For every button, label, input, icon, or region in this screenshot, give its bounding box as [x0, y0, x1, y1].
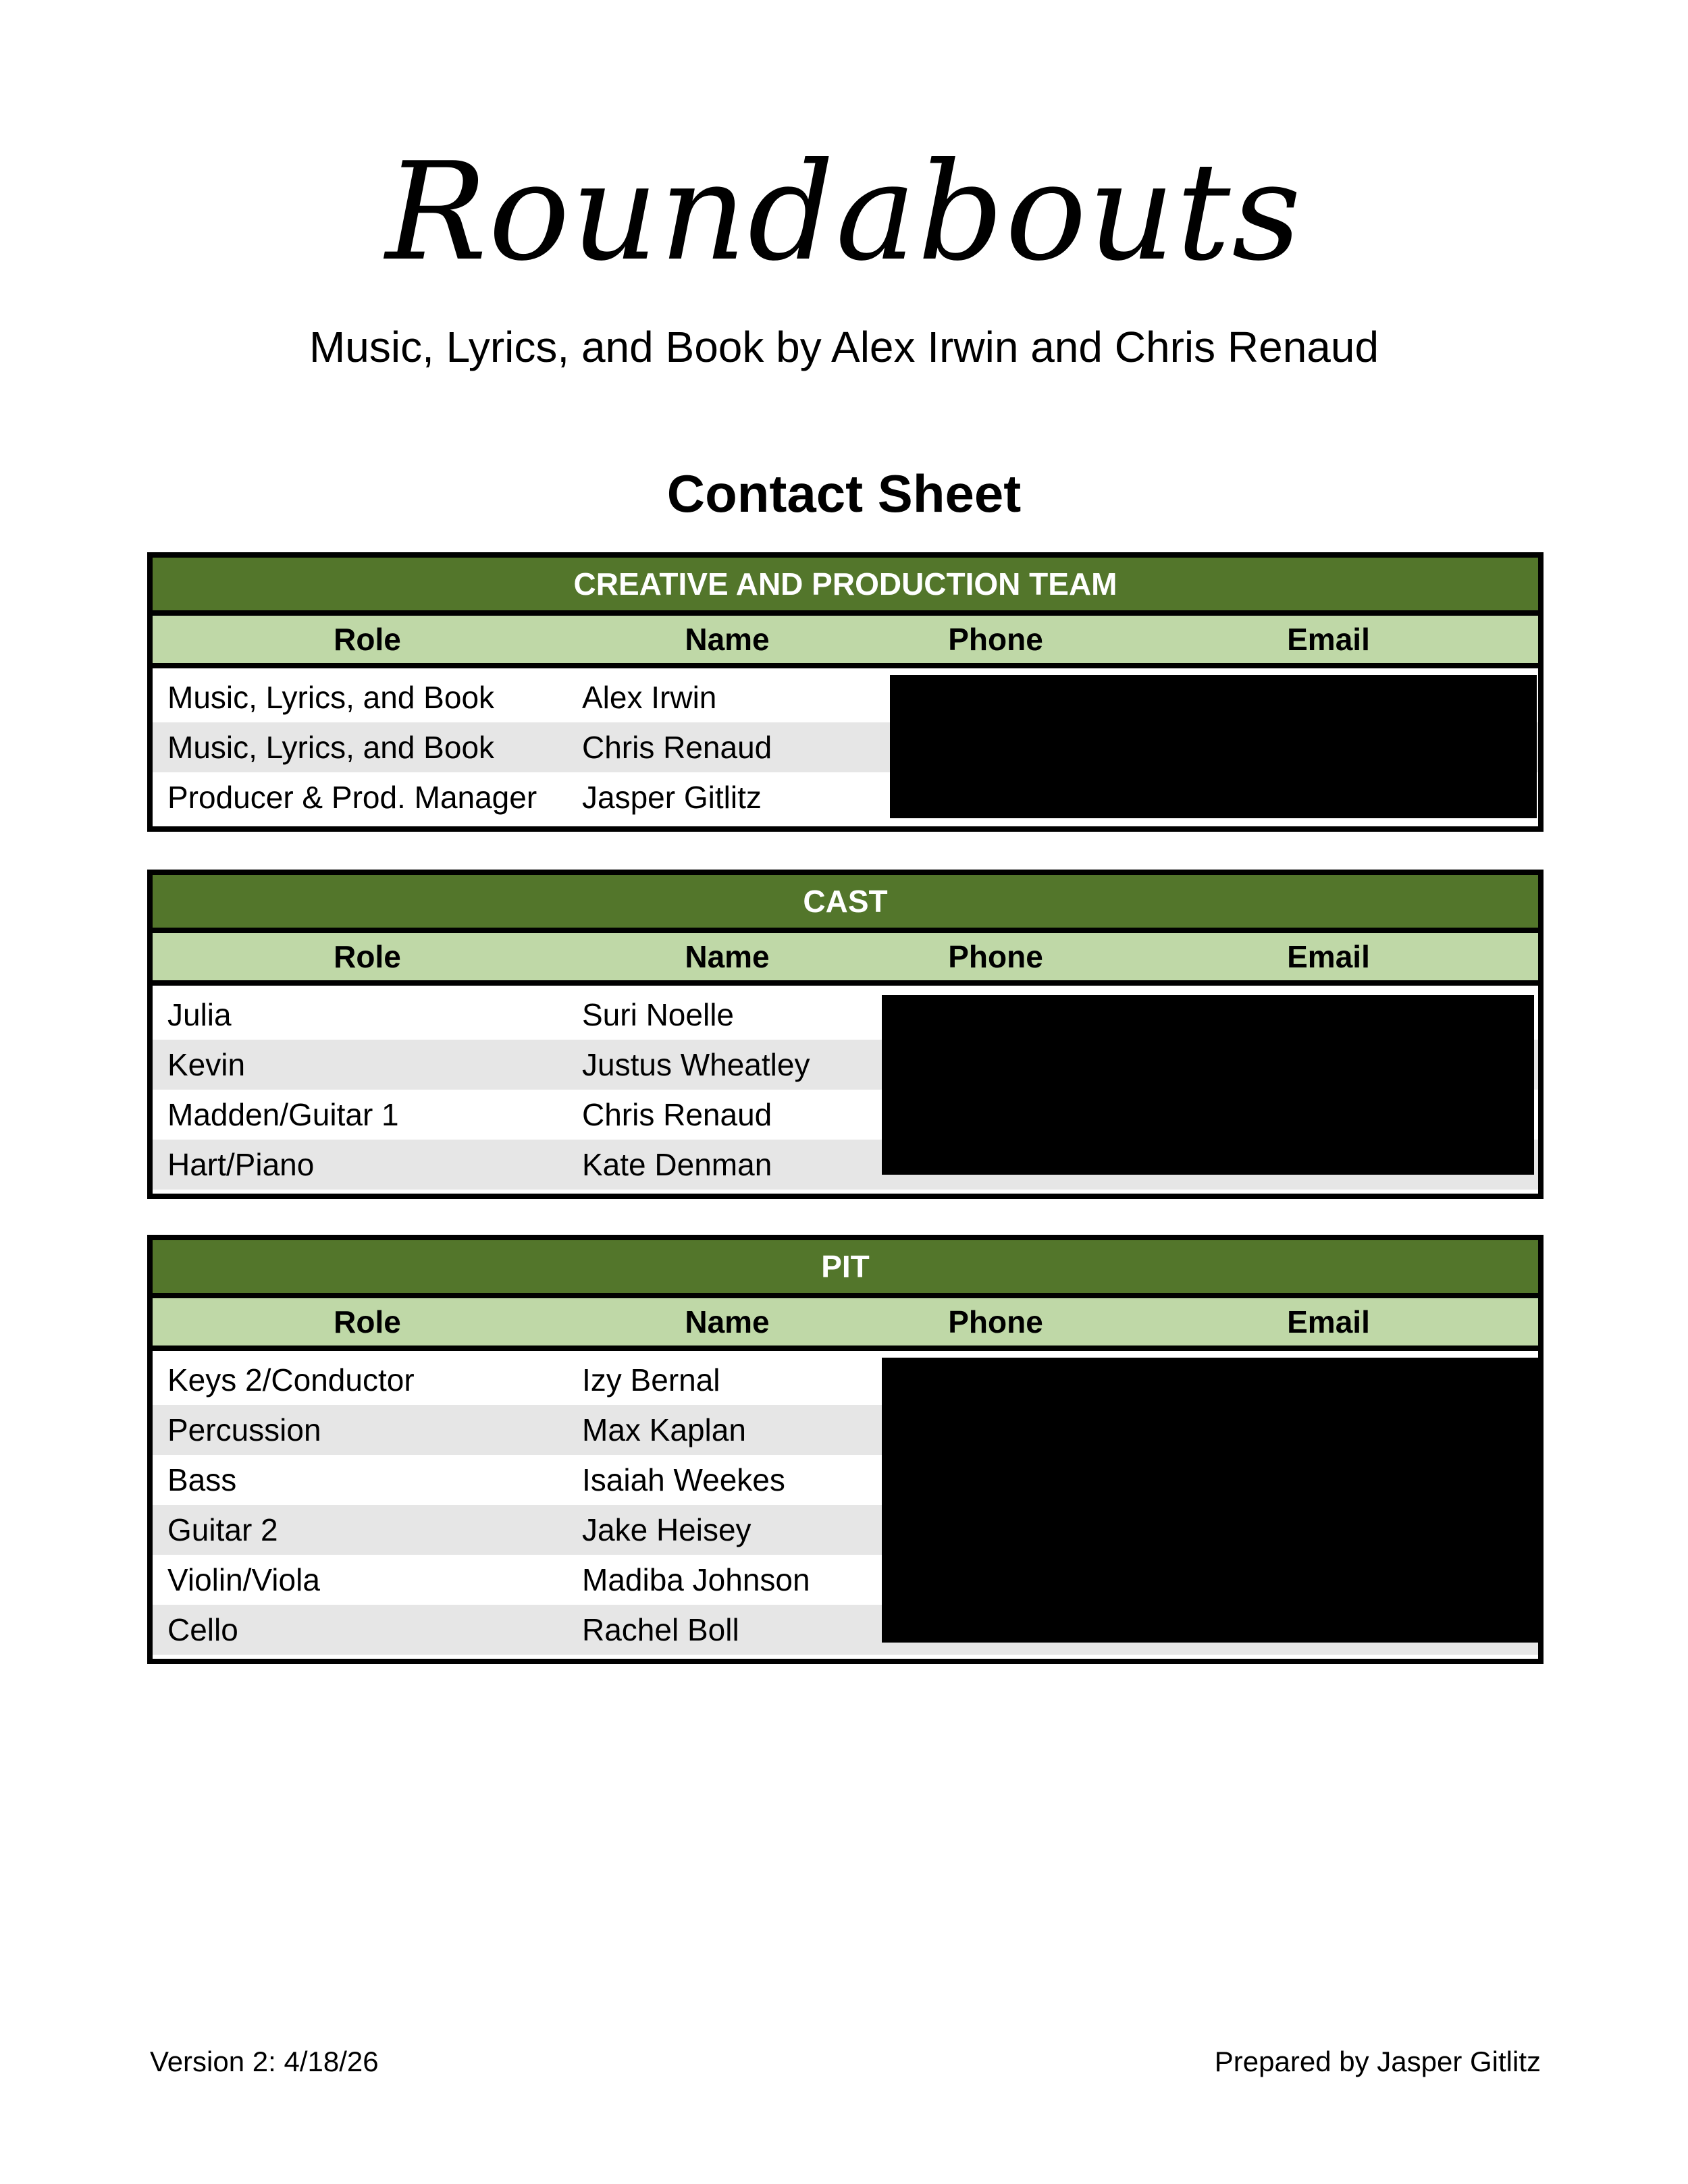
table-body	[153, 986, 1538, 1194]
column-header-name: Name	[685, 939, 770, 974]
column-header-email: Email	[1287, 939, 1370, 974]
name-cell: Chris Renaud	[582, 730, 772, 765]
section-title: CREATIVE AND PRODUCTION TEAM	[153, 558, 1538, 616]
redaction-block	[882, 995, 1534, 1175]
section-title: CAST	[153, 875, 1538, 933]
column-header-name: Name	[685, 622, 770, 657]
name-cell: Kate Denman	[582, 1147, 772, 1182]
name-cell: Rachel Boll	[582, 1612, 739, 1647]
pit-table	[147, 1235, 1544, 1664]
name-cell: Izy Bernal	[582, 1362, 720, 1397]
column-header-row	[153, 933, 1538, 986]
column-header-phone: Phone	[948, 1304, 1043, 1339]
name-cell: Suri Noelle	[582, 997, 734, 1032]
redaction-block	[882, 1358, 1538, 1643]
column-header-role: Role	[334, 622, 401, 657]
role-cell: Keys 2/Conductor	[167, 1362, 415, 1397]
column-header-role: Role	[334, 939, 401, 974]
show-subtitle: Music, Lyrics, and Book by Alex Irwin and Chris Renaud	[309, 323, 1379, 371]
role-cell: Hart/Piano	[167, 1147, 315, 1182]
column-header-phone: Phone	[948, 939, 1043, 974]
show-title: Roundabouts	[385, 134, 1303, 291]
role-cell: Julia	[167, 997, 232, 1032]
table-body	[153, 1351, 1538, 1659]
role-cell: Music, Lyrics, and Book	[167, 680, 495, 715]
name-cell: Jake Heisey	[582, 1512, 751, 1547]
column-header-row	[153, 616, 1538, 668]
column-header-email: Email	[1287, 622, 1370, 657]
prepared-by-label: Prepared by Jasper Gitlitz	[1214, 2046, 1541, 2077]
name-cell: Alex Irwin	[582, 680, 717, 715]
role-cell: Music, Lyrics, and Book	[167, 730, 495, 765]
redaction-block	[890, 675, 1537, 818]
section-title: PIT	[153, 1240, 1538, 1298]
name-cell: Isaiah Weekes	[582, 1462, 785, 1497]
column-header-role: Role	[334, 1304, 401, 1339]
name-cell: Madiba Johnson	[582, 1562, 810, 1597]
role-cell: Guitar 2	[167, 1512, 278, 1547]
table-body	[153, 668, 1538, 826]
role-cell: Percussion	[167, 1412, 321, 1447]
role-cell: Producer & Prod. Manager	[167, 780, 537, 815]
name-cell: Max Kaplan	[582, 1412, 746, 1447]
column-header-row	[153, 1298, 1538, 1351]
role-cell: Cello	[167, 1612, 238, 1647]
column-header-name: Name	[685, 1304, 770, 1339]
column-header-phone: Phone	[948, 622, 1043, 657]
contact-sheet-heading: Contact Sheet	[666, 464, 1022, 523]
name-cell: Chris Renaud	[582, 1097, 772, 1132]
version-label: Version 2: 4/18/26	[150, 2046, 379, 2077]
role-cell: Kevin	[167, 1047, 246, 1082]
cast-table	[147, 870, 1544, 1199]
role-cell: Madden/Guitar 1	[167, 1097, 399, 1132]
creative-team-table	[147, 552, 1544, 832]
name-cell: Jasper Gitlitz	[582, 780, 762, 815]
name-cell: Justus Wheatley	[582, 1047, 810, 1082]
role-cell: Bass	[167, 1462, 237, 1497]
role-cell: Violin/Viola	[167, 1562, 320, 1597]
column-header-email: Email	[1287, 1304, 1370, 1339]
